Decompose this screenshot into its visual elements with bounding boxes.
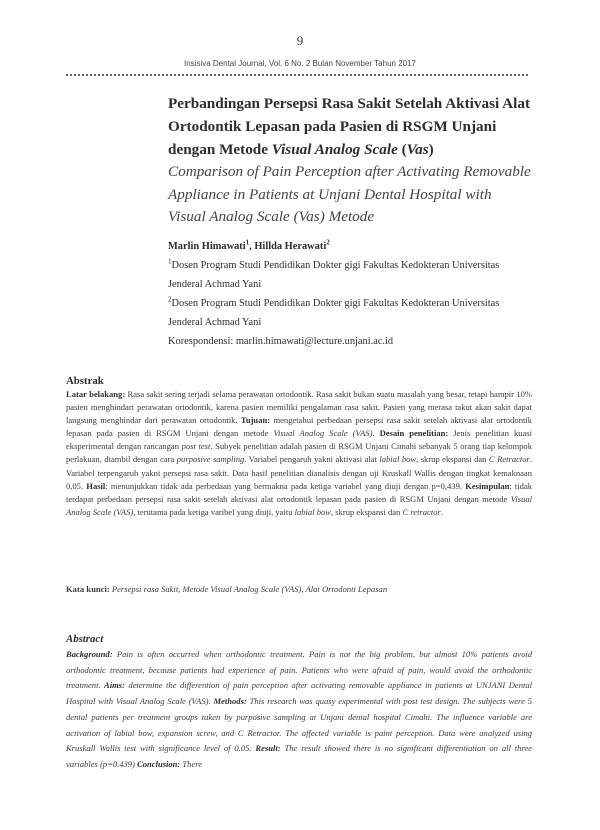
desain-text-3: . Variabel pengaruh yakni aktivasi alat — [244, 454, 380, 465]
desain-italic-2: purposive sampling — [176, 454, 245, 465]
abstrak-paragraph — [66, 388, 532, 519]
methods-label: Methods: — [213, 696, 247, 707]
affiliation-2 — [168, 294, 532, 332]
aims-text: determine the differention of pain perception after activating removable appliance in patients at UNJANI Dental Hospital with Visual Analog Scale (VAS). — [66, 680, 532, 707]
tujuan-text: mengetahui perbedaan persepsi rasa sakit setelah aktivasi alat ortodontik lepasan pada pasien di RSGM Unjani dengan metode — [66, 415, 532, 439]
title-indonesian-text: Perbandingan Persepsi Rasa Sakit Setelah Aktivasi Alat Ortodontik Lepasan pada Pasien di RSGM Unjani dengan Metode — [168, 95, 531, 158]
background-text: Pain is often occurred when orthodontic treatment. Pain is not the big problem, but almost 10% patients avoid orthodontic treatment, because patients had experience of pain. Patients who were afraid of pain, would avoid the orthodontic treatment. — [66, 649, 532, 691]
keywords-label: Kata kunci: — [66, 584, 110, 594]
correspondence: Korespondensi: marlin.himawati@lecture.unjani.ac.id — [168, 336, 394, 347]
conclusion-text: There — [180, 758, 203, 769]
desain-italic-4: C Retractor — [488, 454, 530, 465]
abstract-heading: Abstract — [66, 633, 104, 645]
desain-italic-3: labial bow — [379, 454, 417, 465]
title-english: Comparison of Pain Perception after Activating Removable Appliance in Patients at Unjani Dental Hospital with Visual Analog Scale (Vas) Metode — [168, 163, 531, 225]
kesimpulan-text-3: , skrup ekspansi dan — [330, 506, 403, 517]
title-indonesian-italic-2: Vas — [406, 141, 429, 158]
methods-text: This research was quasy experimental with post test design. The subjects were 5 dental patients per treatment groups taken by purposive sampling at Unjani dental hospital Cimahi. The influence variable are activation of labial bow, expansion screw, and C Retractor. The affected variable is paint perception. Data were analyzed using Kruskall Wallis test with significance level of 0.05. — [66, 696, 532, 754]
affiliation-2-sup: 2 — [168, 295, 172, 304]
desain-text-5: . Variabel terpengaruh yakni persepsi rasa sakit. Data hasil penelitian dianalisis dengan uji Kruskall Wallis dengan tingkat kemaknaan 0,05. — [66, 454, 533, 491]
hasil-text: : menunjukkan tidak ada perbedaan yang bermakna pada ketiga variabel yang diuji dengan p=0,439. — [105, 480, 466, 491]
affiliation-1-sup: 1 — [168, 257, 172, 266]
kesimpulan-italic-3: C retractor — [402, 506, 441, 517]
abstract-english-section — [66, 633, 532, 773]
kesimpulan-italic: Visual Analog Scale (VAS) — [66, 493, 532, 517]
journal-header: Insisiva Dental Journal, Vol. 6 No. 2 Bulan November Tahun 2017 — [184, 59, 416, 68]
author-names — [168, 237, 532, 256]
title-indonesian — [168, 92, 532, 161]
kesimpulan-label: Kesimpulan — [465, 480, 510, 491]
kesimpulan-text: : tidak terdapat perbedaan persepsi rasa sakit setelah aktivasi alat ortodontik lepasan pada pasien di RSGM Unjani dengan metode — [66, 480, 533, 504]
page-number: 9 — [296, 33, 304, 48]
tujuan-label: Tujuan: — [240, 415, 271, 426]
desain-italic-1: post test — [181, 441, 211, 452]
header-divider — [66, 74, 528, 76]
author-2: Hillda Herawati — [254, 241, 327, 252]
author-block — [168, 237, 532, 351]
abstrak-section — [66, 375, 532, 519]
affiliation-1-text: Dosen Program Studi Pendidikan Dokter gigi Fakultas Kedokteran Universitas Jenderal Achmad Yani — [168, 260, 500, 290]
abstract-paragraph — [66, 647, 532, 773]
affiliation-1 — [168, 256, 532, 294]
latar-label: Latar belakang: — [66, 389, 126, 399]
conclusion-label: Conclusion: — [137, 758, 181, 769]
desain-text-4: , skrup ekspansi dan — [416, 454, 489, 465]
latar-text: Rasa sakit sering terjadi selama perawatan ortodontik. Rasa sakit bukan suatu masalah yang besar, tetapi hampir 10% pasien menghindari perawatan ortodontik, karena pasien memiliki pengalaman rasa sakit. Pasien yang merasa takut akan sakit dapat langsung menghindar dari perawatan ortodontik. — [66, 389, 532, 426]
author-1-sup: 1 — [245, 238, 250, 247]
keywords-text: Persepsi rasa Sakit, Metode Visual Analog Scale (VAS), Alat Ortodonti Lepasan — [109, 584, 388, 594]
desain-text-2: . Subyek penelitian adalah pasien di RSGM Unjani Cimahi sebanyak 5 orang tiap kelompok perlakuan, diambil dengan cara — [66, 441, 532, 465]
keywords — [66, 583, 532, 596]
abstrak-heading: Abstrak — [66, 375, 104, 387]
affiliation-2-text: Dosen Program Studi Pendidikan Dokter gigi Fakultas Kedokteran Universitas Jenderal Achmad Yani — [168, 298, 500, 328]
background-label: Background: — [66, 649, 113, 659]
title-paren-open: ( — [397, 141, 407, 158]
desain-label: Desain penelitian: — [374, 428, 449, 439]
title-indonesian-italic: Visual Analog Scale — [271, 141, 398, 158]
kesimpulan-text-2: , terutama pada ketiga varibel yang diuji, yaitu — [133, 506, 295, 517]
title-block — [168, 92, 532, 229]
tujuan-italic: Visual Analog Scale (VAS). — [273, 428, 375, 439]
aims-label: Aims: — [104, 680, 125, 691]
author-separator: , — [249, 241, 255, 252]
hasil-label: Hasil — [86, 480, 106, 491]
kesimpulan-text-4: . — [440, 506, 443, 517]
author-1: Marlin Himawati — [168, 241, 246, 252]
result-label: Result: — [255, 743, 281, 754]
kesimpulan-italic-2: labial bow — [294, 506, 331, 517]
title-paren-close: ) — [428, 141, 434, 158]
desain-text: Jenis penelitian kuasi eksperimental dengan rancangan — [66, 428, 532, 452]
author-2-sup: 2 — [326, 238, 330, 247]
result-text: The result showed there is no significant differentiation on all three variables (p=0.439) — [66, 743, 533, 769]
